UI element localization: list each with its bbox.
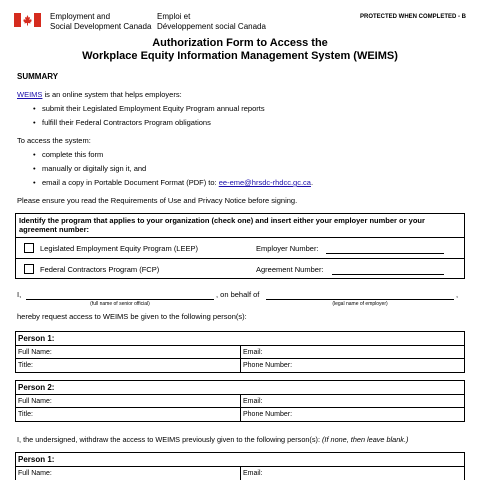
weims-link[interactable]: WEIMS bbox=[17, 90, 43, 99]
withdraw-text: I, the undersigned, withdraw the access to WEIMS previously given to the following person(s): (If none, then leave blank.) bbox=[17, 435, 409, 444]
senior-official-field[interactable] bbox=[26, 299, 214, 300]
employer-name-caption: (legal name of employer) bbox=[332, 301, 388, 307]
email-link[interactable]: ee-eme@hrsdc-rhdcc.gc.ca bbox=[218, 178, 311, 187]
employer-number-label: Employer Number: bbox=[256, 244, 319, 253]
protected-label: PROTECTED WHEN COMPLETED - B bbox=[360, 14, 466, 20]
access-bullet: • manually or digitally sign it, and bbox=[42, 164, 146, 174]
program-heading: Identify the program that applies to your organization (check one) and insert either your employer number or your agreement number: bbox=[16, 214, 464, 238]
agreement-number-label: Agreement Number: bbox=[256, 265, 324, 274]
page-header bbox=[14, 10, 470, 32]
access-bullet: • complete this form bbox=[42, 150, 103, 160]
person-title: Person 2: bbox=[16, 381, 464, 395]
declaration-comma: , bbox=[456, 290, 459, 299]
declaration-on-behalf: , on behalf of bbox=[216, 290, 260, 299]
withdraw-person-1-table bbox=[15, 452, 465, 480]
program-selection-box bbox=[15, 213, 465, 279]
canada-flag-icon bbox=[14, 13, 41, 27]
access-bullet-email: • email a copy in Portable Document Format (PDF) to: ee-eme@hrsdc-rhdcc.gc.ca. bbox=[42, 178, 313, 188]
department-name-en: Employment and Social Development Canada bbox=[50, 12, 152, 31]
full-name-field[interactable]: Full Name: bbox=[16, 395, 241, 408]
fcp-checkbox[interactable] bbox=[24, 264, 34, 274]
email-field[interactable]: Email: bbox=[243, 470, 263, 477]
phone-field[interactable]: Phone Number: bbox=[243, 411, 293, 418]
job-title-field[interactable]: Title: bbox=[16, 359, 241, 372]
summary-bullet: • submit their Legislated Employment Equity Program annual reports bbox=[42, 104, 265, 114]
email-field[interactable]: Email: bbox=[243, 349, 263, 356]
senior-official-caption: (full name of senior official) bbox=[90, 301, 150, 307]
leep-label: Legislated Employment Equity Program (LEEP) bbox=[40, 244, 198, 253]
person-title: Person 1: bbox=[16, 453, 464, 467]
agreement-number-field[interactable] bbox=[332, 274, 444, 275]
declaration-i: I, bbox=[17, 290, 22, 299]
summary-bullet: • fulfill their Federal Contractors Program obligations bbox=[42, 118, 211, 128]
fcp-label: Federal Contractors Program (FCP) bbox=[40, 265, 160, 274]
grant-person-1-table bbox=[15, 331, 465, 373]
job-title-field[interactable]: Title: bbox=[16, 408, 241, 421]
program-row-leep bbox=[16, 238, 464, 259]
grant-person-2-table bbox=[15, 380, 465, 422]
person-title: Person 1: bbox=[16, 332, 464, 346]
summary-heading: SUMMARY bbox=[17, 72, 59, 81]
full-name-field[interactable]: Full Name: bbox=[16, 346, 241, 359]
summary-intro: WEIMS is an online system that helps employers: bbox=[17, 90, 182, 99]
leep-checkbox[interactable] bbox=[24, 243, 34, 253]
email-field[interactable]: Email: bbox=[243, 398, 263, 405]
program-row-fcp bbox=[16, 259, 464, 280]
phone-field[interactable]: Phone Number: bbox=[243, 362, 293, 369]
employer-number-field[interactable] bbox=[326, 253, 444, 254]
ensure-notice: Please ensure you read the Requirements of Use and Privacy Notice before signing. bbox=[17, 196, 298, 205]
request-text: hereby request access to WEIMS be given to the following person(s): bbox=[17, 312, 247, 321]
full-name-field[interactable]: Full Name: bbox=[16, 467, 241, 480]
access-intro: To access the system: bbox=[17, 136, 91, 145]
department-name-fr: Emploi et Développement social Canada bbox=[157, 12, 266, 31]
employer-name-field[interactable] bbox=[266, 299, 454, 300]
form-title: Authorization Form to Access the Workplace Equity Information Management System (WEIMS) bbox=[82, 37, 398, 62]
